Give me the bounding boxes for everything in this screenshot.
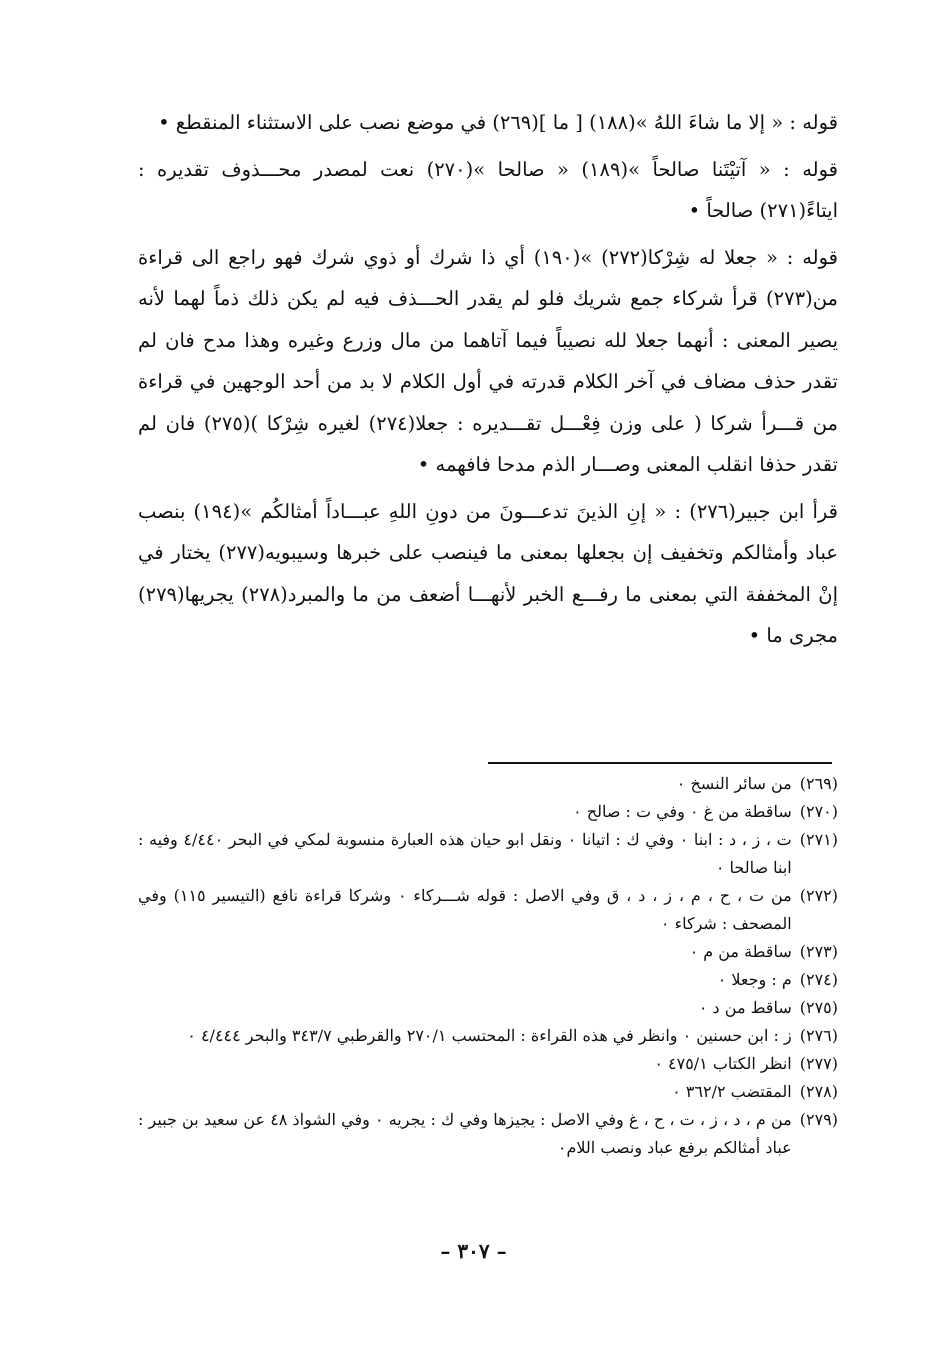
footnote-271: [138, 826, 838, 882]
paragraph-4: قرأ ابن جبير(٢٧٦) : « إنِ الذينَ تدعـــونَ من دونِ اللهِ عبـــاداً أمثالكُم »(١٩٤) بنصب عباد وأمثالكم وتخفيف إن بجعلها بمعنى ما فينصب على خبرها وسيبويه(٢٧٧) يختار في إنْ المخففة التي بمعنى ما رفـــع الخبر لأنهـــا أضعف من ما والمبرد(٢٧٨) يجريها(٢٧٩) مجرى ما •: [138, 499, 838, 647]
main-text: [138, 102, 838, 657]
footnote-text: م : وجعلا ٠: [717, 970, 792, 989]
footnote-text: ت ، ز ، د : ابنا ٠ وفي ك : اتيانا ٠ ونقل ابو حيان هذه العبارة منسوبة لمكي في البحر ٤/٤٤٠ وفيه : ابنا صالحا ٠: [138, 830, 792, 877]
footnote-number: (٢٧٠): [799, 802, 838, 821]
page-number: – ٣٠٧ –: [440, 1239, 507, 1263]
footnotes: [138, 770, 838, 1162]
paragraph-1: قوله : « إلا ما شاءَ اللهُ »(١٨٨) [ ما ](٢٦٩) في موضع نصب على الاستثناء المنقطع •: [158, 111, 838, 134]
footnote-text: انظر الكتاب ٤٧٥/١ ٠: [654, 1054, 792, 1073]
paragraph-3: قوله : « جعلا له شِرْكا(٢٧٢) »(١٩٠) أي ذا شرك أو ذوي شرك فهو راجع الى قراءة من(٢٧٣) قرأ شركاء جمع شريك فلو لم يقدر الحـــذف فيه لم يكن ذلك ذماً لهما لأنه يصير المعنى : أنهما جعلا لله نصيباً فيما آتاهما من مال وزرع وغيره وهذا مدح فان لم تقدر حذف مضاف في آخر الكلام قدرته في أول الكلام لا بد من أحد الوجهين في قراءة من قـــرأ شركا ( على وزن فِعْـــل تقـــديره : جعلا(٢٧٤) لغيره شِرْكا )(٢٧٥) فان لم تقدر حذفا انقلب المعنى وصـــار الذم مدحا فافهمه •: [138, 245, 838, 476]
footnote-number: (٢٧٩): [799, 1110, 838, 1129]
footnote-text: من ت ، ح ، م ، ز ، د ، ق وفي الاصل : قوله شـــركاء ٠ وشركا قراءة نافع (التيسير ١١٥) وفي المصحف : شركاء ٠: [138, 886, 792, 933]
footnote-278: [138, 1078, 838, 1106]
footnote-number: (٢٧٢): [799, 886, 838, 905]
footnote-number: (٢٧١): [799, 830, 838, 849]
footnote-270: [138, 798, 838, 826]
footnote-number: (٢٧٨): [799, 1082, 838, 1101]
footnote-275: [138, 994, 838, 1022]
footnote-number: (٢٦٩): [799, 774, 838, 793]
footnote-276: [138, 1022, 838, 1050]
footnote-number: (٢٧٤): [799, 970, 838, 989]
footnote-text: من م ، د ، ز ، ت ، ح ، غ وفي الاصل : يجيزها وفي ك : يجريه ٠ وفي الشواذ ٤٨ عن سعيد بن جبير : عباد أمثالكم برفع عباد ونصب اللام٠: [138, 1110, 792, 1157]
footnote-number: (٢٧٧): [799, 1054, 838, 1073]
footnote-divider: [488, 762, 832, 764]
footnote-272: [138, 882, 838, 938]
footnote-273: [138, 938, 838, 966]
paragraph-2: قوله : « آتيْتَنا صالحاً »(١٨٩) « صالحا »(٢٧٠) نعت لمصدر محـــذوف تقديره : ايتاءً(٢٧١) صالحاً •: [138, 157, 838, 222]
footnote-text: ساقطة من غ ٠ وفي ت : صالح ٠: [573, 802, 792, 821]
footnote-text: ساقطة من م ٠: [689, 942, 792, 961]
footnote-279: [138, 1106, 838, 1162]
footnote-number: (٢٧٦): [799, 1026, 838, 1045]
footnote-text: من سائر النسخ ٠: [676, 774, 792, 793]
footnote-277: [138, 1050, 838, 1078]
footnote-269: [138, 770, 838, 798]
footnote-text: المقتضب ٣٦٢/٢ ٠: [672, 1082, 792, 1101]
footnote-number: (٢٧٥): [799, 998, 838, 1017]
footnote-text: ز : ابن حسنين ٠ وانظر في هذه القراءة : المحتسب ٢٧٠/١ والقرطبي ٣٤٣/٧ والبحر ٤/٤٤٤ ٠: [187, 1026, 792, 1045]
footnote-text: ساقط من د ٠: [698, 998, 792, 1017]
footnote-274: [138, 966, 838, 994]
footnote-number: (٢٧٣): [799, 942, 838, 961]
